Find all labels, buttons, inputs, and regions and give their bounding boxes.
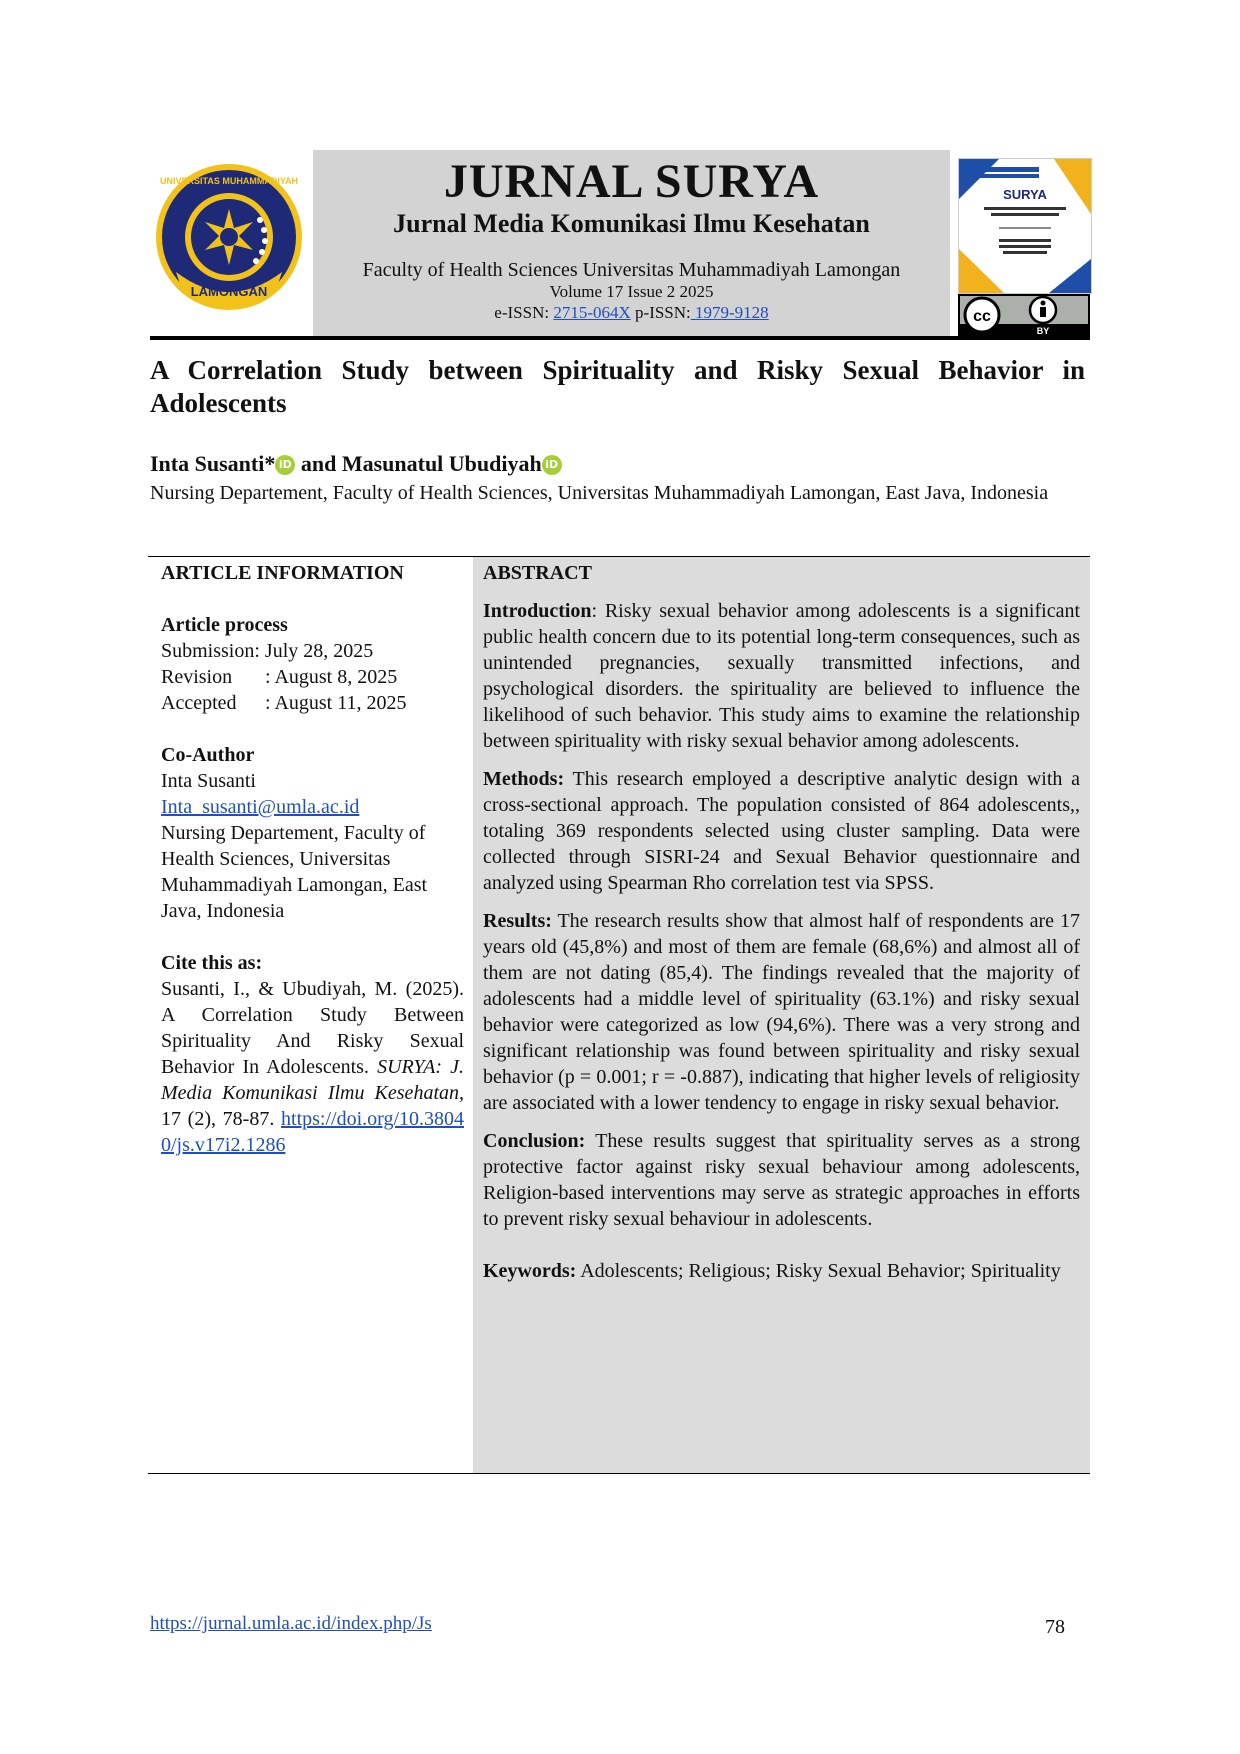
- article-information-heading: ARTICLE INFORMATION: [161, 562, 404, 584]
- eissn-link[interactable]: 2715-064X: [553, 303, 631, 322]
- journal-faculty: Faculty of Health Sciences Universitas Muhammadiyah Lamongan: [362, 259, 901, 281]
- revision-label: Revision: [161, 666, 233, 688]
- university-logo: [154, 162, 304, 312]
- journal-cover-thumbnail: [958, 158, 1092, 294]
- accepted-row: [161, 690, 464, 716]
- journal-url-link[interactable]: https://jurnal.umla.ac.id/index.php/Js: [150, 1613, 432, 1634]
- orcid-icon[interactable]: iD: [275, 455, 295, 475]
- author-1: Inta Susanti*: [150, 451, 276, 476]
- cc-by-license-badge[interactable]: [958, 294, 1090, 336]
- results-label: Results:: [483, 910, 552, 932]
- article-authors: [150, 450, 1085, 478]
- citation-body: Susanti, I., & Ubudiyah, M. (2025). A Correlation Study Between Spirituality And Risky Sexual Behavior In Adolescents.: [161, 978, 464, 1078]
- revision-date: : August 8, 2025: [265, 666, 398, 688]
- pissn-label: p-ISSN:: [630, 303, 691, 322]
- citation-volume: 17 (2), 78-87.: [161, 1108, 275, 1130]
- abstract-introduction: [483, 598, 1080, 754]
- cite-heading: Cite this as:: [161, 952, 263, 974]
- coauthor-affiliation: Nursing Departement, Faculty of Health Sciences, Universitas Muhammadiyah Lamongan, East Java, Indonesia: [161, 822, 428, 922]
- coauthor-heading: Co-Author: [161, 744, 255, 766]
- page-number: 78: [1045, 1616, 1065, 1638]
- abstract-column: [473, 557, 1090, 1473]
- revision-row: [161, 664, 464, 690]
- introduction-text: : Risky sexual behavior among adolescents is a significant public health concern due to its potential long-term consequences, such as unintended pregnancies, sexually transmitted infections, and psychological disorders. the spirituality are believed to influence the likelihood of such behavior. This study aims to examine the relationship between spirituality with risky sexual behavior among adolescents.: [483, 600, 1080, 752]
- citation-text: [161, 976, 464, 1158]
- results-text: The research results show that almost half of respondents are 17 years old (45,8%) and most of them are female (68,6%) and almost all of them are not dating (85,4). The findings revealed that the majority of adolescents had a middle level of spirituality (63.1%) and risky sexual behavior were categorized as low (94,6%). There was a very strong and significant relationship was found between spirituality and risky sexual behavior (p = 0.001; r = -0.887), indicating that higher levels of religiosity are associated with a lower tendency to engage in risky sexual behavior.: [483, 910, 1080, 1114]
- methods-text: This research employed a descriptive analytic design with a cross-sectional approach. The population consisted of 864 adolescents,, totaling 369 respondents selected using cluster sampling. Data were collected through SISRI-24 and Sexual Behavior questionnaire and analyzed using Spearman Rho correlation test via SPSS.: [483, 768, 1080, 894]
- coauthor-name: Inta Susanti: [161, 770, 256, 792]
- article-process-heading: Article process: [161, 614, 288, 636]
- methods-label: Methods:: [483, 768, 565, 790]
- journal-banner: [313, 150, 950, 336]
- article-title: A Correlation Study between Spirituality and Risky Sexual Behavior in Adolescents: [150, 355, 1085, 418]
- abstract-keywords: [483, 1258, 1080, 1284]
- author-affiliation: Nursing Departement, Faculty of Health Sciences, Universitas Muhammadiyah Lamongan, East Java, Indonesia: [150, 482, 1049, 504]
- keywords-text: Adolescents; Religious; Risky Sexual Behavior; Spirituality: [576, 1260, 1061, 1282]
- article-info-table: [148, 556, 1090, 1474]
- article-information-column: [161, 557, 464, 1158]
- abstract-heading: ABSTRACT: [483, 562, 592, 584]
- coauthor-block: [161, 742, 464, 924]
- introduction-label: Introduction: [483, 600, 592, 622]
- header-divider: [150, 336, 1090, 340]
- svg-text:cc: cc: [973, 308, 991, 325]
- eissn-label: e-ISSN:: [494, 303, 554, 322]
- journal-subtitle: Jurnal Media Komunikasi Ilmu Kesehatan: [393, 209, 870, 238]
- logo-lamongan-text: LAMONGAN: [190, 284, 268, 299]
- abstract-conclusion: [483, 1128, 1080, 1232]
- journal-name: JURNAL SURYA: [443, 155, 820, 208]
- abstract-results: [483, 908, 1080, 1116]
- orcid-icon[interactable]: iD: [542, 455, 562, 475]
- accepted-label: Accepted: [161, 692, 237, 714]
- author-2: and Masunatul Ubudiyah: [295, 451, 542, 476]
- submission-date: Submission: July 28, 2025: [161, 640, 374, 662]
- journal-volume: Volume 17 Issue 2 2025: [549, 282, 714, 301]
- coauthor-email-link[interactable]: Inta_susanti@umla.ac.id: [161, 796, 360, 818]
- accepted-date: : August 11, 2025: [265, 692, 407, 714]
- journal-header: [150, 150, 1090, 340]
- license-by-label: BY: [1036, 326, 1050, 336]
- conclusion-text: These results suggest that spirituality serves as a strong protective factor against risky sexual behaviour among adolescents, Religion-based interventions may serve as strategic approaches in efforts to prevent risky sexual behaviour in adolescents.: [483, 1130, 1080, 1230]
- citation-doi-link[interactable]: https://doi.org/10.38040/js.v17i2.1286: [161, 1108, 465, 1156]
- abstract-methods: [483, 766, 1080, 896]
- pissn-link[interactable]: 1979-9128: [690, 303, 769, 322]
- keywords-label: Keywords:: [483, 1260, 577, 1282]
- conclusion-label: Conclusion:: [483, 1130, 586, 1152]
- citation-journal: SURYA: J. Media Komunikasi Ilmu Kesehatan,: [161, 1056, 465, 1104]
- logo-outer-text: UNIVERSITAS MUHAMMADIYAH: [159, 176, 299, 186]
- citation-block: [161, 950, 464, 1158]
- journal-issn: [313, 302, 950, 324]
- cover-title: SURYA: [1003, 187, 1047, 202]
- article-process-block: [161, 612, 464, 716]
